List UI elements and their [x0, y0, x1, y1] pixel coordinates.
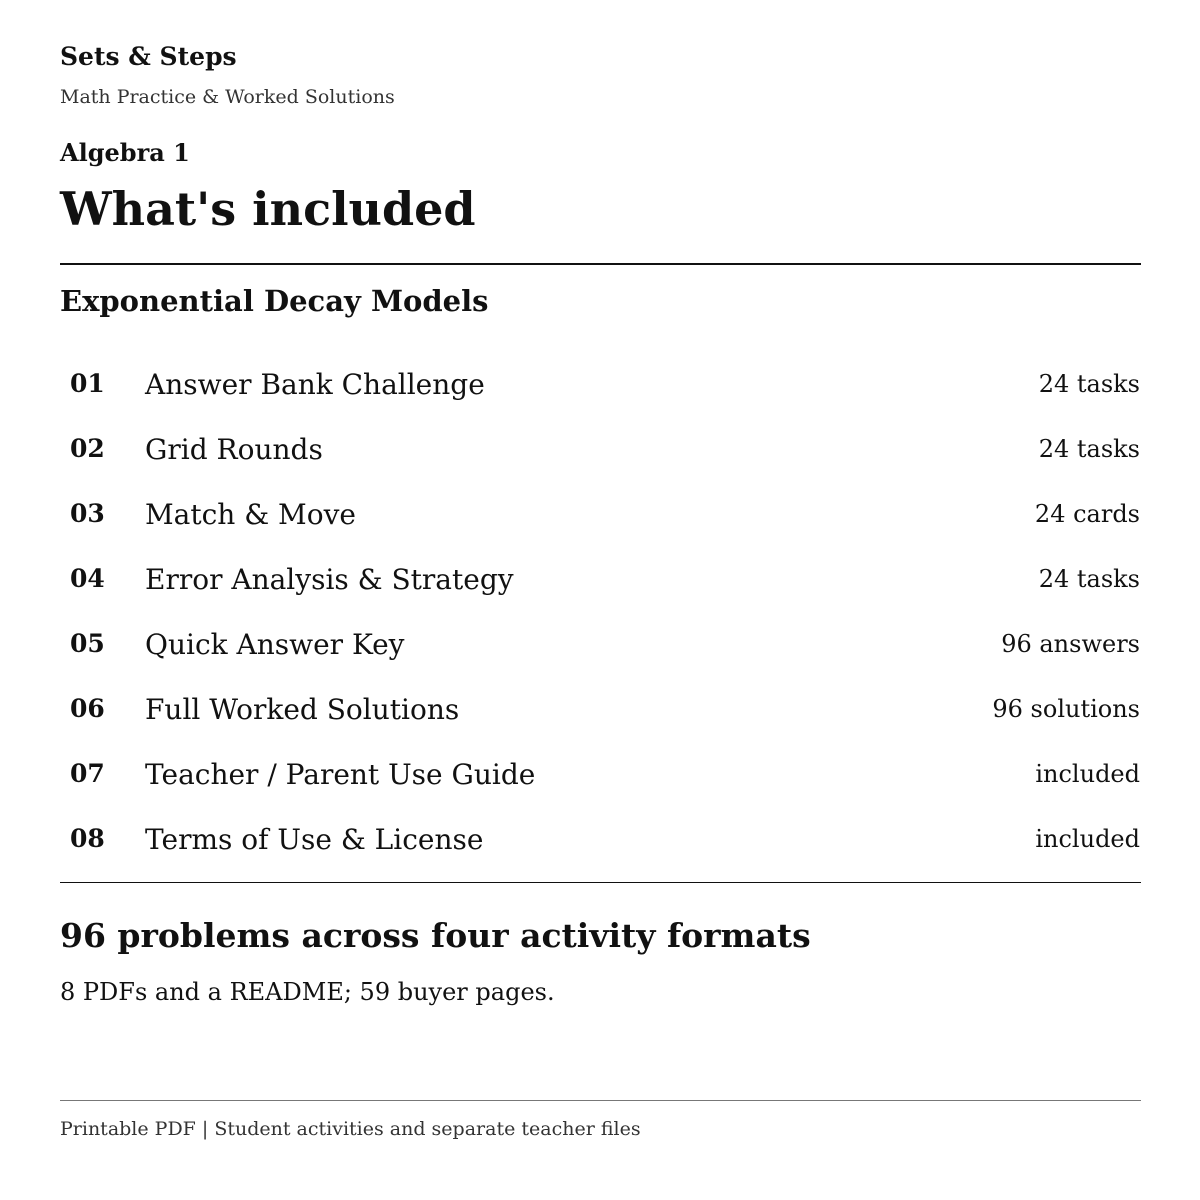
item-count: 96 solutions	[992, 695, 1140, 723]
item-number: 03	[70, 499, 105, 528]
course-label: Algebra 1	[60, 138, 190, 167]
summary-headline: 96 problems across four activity formats	[60, 916, 811, 955]
item-label: Answer Bank Challenge	[145, 368, 485, 401]
contents-row	[60, 678, 1141, 743]
item-count: 24 cards	[1034, 500, 1140, 528]
item-label: Quick Answer Key	[145, 628, 405, 661]
item-label: Terms of Use & License	[145, 823, 484, 856]
contents-row	[60, 483, 1141, 548]
contents-row	[60, 808, 1141, 873]
product-page	[60, 0, 1141, 1200]
item-label: Match & Move	[145, 498, 356, 531]
item-number: 01	[70, 369, 105, 398]
contents-row	[60, 743, 1141, 808]
item-number: 05	[70, 629, 105, 658]
item-label: Full Worked Solutions	[145, 693, 460, 726]
contents-row	[60, 353, 1141, 418]
item-count: 24 tasks	[1038, 370, 1140, 398]
footer-note: Printable PDF | Student activities and separate teacher files	[60, 1118, 641, 1140]
item-number: 02	[70, 434, 105, 463]
contents-row	[60, 613, 1141, 678]
item-number: 04	[70, 564, 105, 593]
item-count: 24 tasks	[1038, 435, 1140, 463]
item-count: 24 tasks	[1038, 565, 1140, 593]
contents-list	[60, 353, 1141, 873]
item-number: 08	[70, 824, 105, 853]
header-divider	[60, 263, 1141, 265]
footer-divider	[60, 1100, 1141, 1101]
item-label: Grid Rounds	[145, 433, 323, 466]
item-number: 07	[70, 759, 105, 788]
item-label: Error Analysis & Strategy	[145, 563, 514, 596]
section-title: Exponential Decay Models	[60, 284, 489, 318]
page-title: What's included	[60, 182, 476, 236]
brand-tagline: Math Practice & Worked Solutions	[60, 86, 395, 108]
brand-name: Sets & Steps	[60, 42, 237, 71]
contents-divider	[60, 882, 1141, 883]
item-label: Teacher / Parent Use Guide	[145, 758, 536, 791]
item-count: included	[1035, 825, 1140, 853]
item-count: included	[1035, 760, 1140, 788]
contents-row	[60, 548, 1141, 613]
item-number: 06	[70, 694, 105, 723]
item-count: 96 answers	[1001, 630, 1140, 658]
summary-detail: 8 PDFs and a README; 59 buyer pages.	[60, 978, 555, 1006]
contents-row	[60, 418, 1141, 483]
